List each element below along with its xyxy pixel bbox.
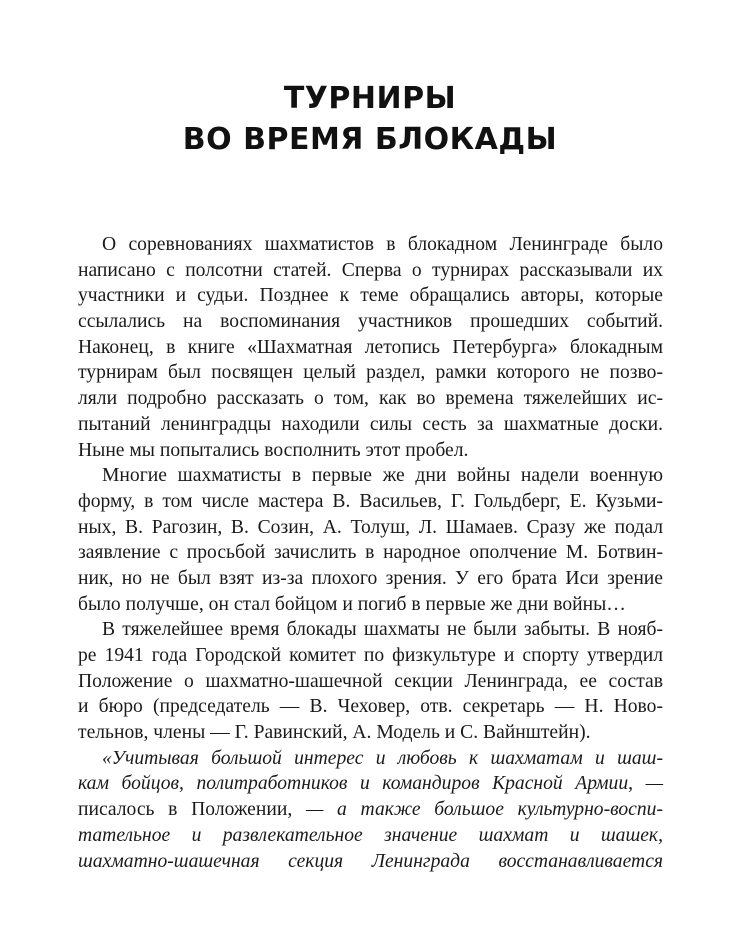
chapter-title-line-2: ВО ВРЕМЯ БЛОКАДЫ	[182, 122, 558, 157]
quote-attribution: писалось в Положении,	[78, 799, 293, 821]
text-line: Ныне мы попытались восполнить этот пробел.	[78, 439, 469, 461]
text-line: пытаний ленинградцы находили силы сесть за шахматные доски.	[78, 413, 663, 435]
text-line: ных, В. Рагозин, В. Созин, А. Толуш, Л. Шамаев. Сразу же подал	[78, 516, 663, 538]
text-line: Положение о шахматно-шашечной секции Ленинграда, ее состав	[78, 670, 663, 692]
text-line: ник, но не был взят из-за плохого зрения. У его брата Иси зрение	[78, 567, 663, 589]
text-line: и бюро (председатель — В. Чеховер, отв. секретарь — Н. Ново-	[78, 696, 663, 718]
quote-continuation: — а также большое культурно-воспи-	[305, 799, 663, 821]
text-line: форму, в том числе мастера В. Васильев, Г. Гольдберг, Е. Кузьми-	[78, 490, 663, 512]
text-line: ляли подробно рассказать о том, как во времена тяжелейших ис-	[78, 388, 663, 410]
text-line: турнирам был посвящен целый раздел, рамки которого не позво-	[78, 362, 663, 384]
text-line: О соревнованиях шахматистов в блокадном Ленинграде было	[102, 234, 663, 255]
quote-line: тательное и развлекательное значение шахмат и шашек,	[78, 824, 663, 846]
text-line: В тяжелейшее время блокады шахматы не были забыты. В нояб-	[102, 619, 663, 641]
quote-line: шахматно-шашечная секция Ленинграда восстанавливается	[78, 850, 663, 872]
chapter-title-line-1: ТУРНИРЫ	[283, 81, 457, 116]
text-line: Многие шахматисты в первые же дни войны надели военную	[102, 465, 663, 487]
text-line: ссылались на воспоминания участников прошедших событий.	[78, 311, 663, 333]
quote-line: «Учитывая большой интерес и любовь к шахматам и шаш-	[102, 747, 663, 769]
text-line: участники и судьи. Позднее к теме обращались авторы, которые	[78, 285, 663, 307]
text-line: тельнов, члены — Г. Равинский, А. Модель и С. Вайнштейн).	[78, 722, 591, 744]
text-line: ре 1941 года Городской комитет по физкультуре и спорту утвердил	[78, 645, 663, 666]
text-line: написано с полсотни статей. Сперва о турнирах рассказывали их	[78, 259, 663, 281]
quote-line-mixed	[78, 797, 663, 823]
chapter-body	[78, 232, 663, 874]
quote-line: кам бойцов, политработников и командиров Красной Армии, —	[78, 773, 663, 795]
text-line: заявление с просьбой зачислить в народное ополчение М. Ботвин-	[78, 542, 663, 564]
text-line: было получше, он стал бойцом и погиб в первые же дни войны…	[78, 593, 626, 615]
text-line: Наконец, в книге «Шахматная летопись Петербурга» блокадным	[78, 336, 663, 358]
